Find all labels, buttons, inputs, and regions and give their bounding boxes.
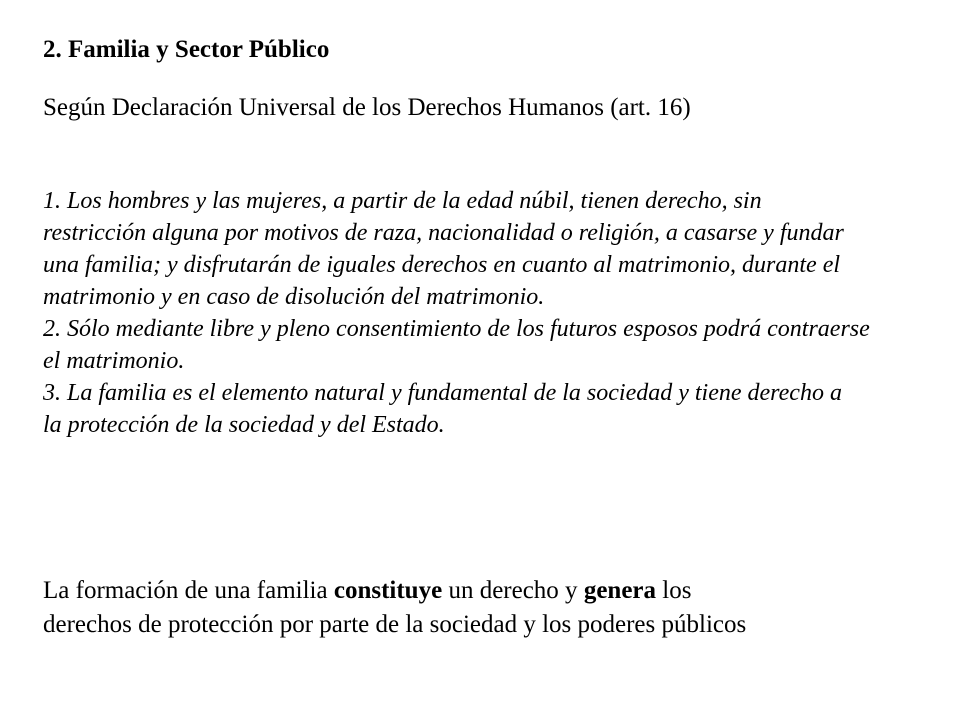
summary-paragraph xyxy=(43,574,923,642)
article-line: restricción alguna por motivos de raza, nacionalidad o religión, a casarse y fundar xyxy=(43,220,844,246)
summary-bold-term: constituye xyxy=(333,577,443,604)
article-line: 2. Sólo mediante libre y pleno consentimiento de los futuros esposos podrá contraerse xyxy=(43,316,870,342)
article-line: una familia; y disfrutarán de iguales derechos en cuanto al matrimonio, durante el xyxy=(43,252,841,278)
summary-line-2: derechos de protección por parte de la sociedad y los poderes públicos xyxy=(43,611,747,638)
article-line: 1. Los hombres y las mujeres, a partir de la edad núbil, tienen derecho, sin xyxy=(43,188,762,214)
summary-text: los xyxy=(656,577,692,604)
slide-title: 2. Familia y Sector Público xyxy=(43,36,330,63)
article-16-text xyxy=(43,185,913,441)
summary-bold-term: genera xyxy=(583,577,657,604)
article-line: matrimonio y en caso de disolución del matrimonio. xyxy=(43,284,545,310)
slide-subtitle: Según Declaración Universal de los Derechos Humanos (art. 16) xyxy=(43,94,691,121)
summary-line-1 xyxy=(43,574,923,608)
summary-text: La formación de una familia xyxy=(43,577,334,604)
article-line: la protección de la sociedad y del Estado. xyxy=(43,412,445,438)
article-line: 3. La familia es el elemento natural y fundamental de la sociedad y tiene derecho a xyxy=(43,380,842,406)
article-line: el matrimonio. xyxy=(43,348,185,374)
summary-text: un derecho y xyxy=(442,577,584,604)
